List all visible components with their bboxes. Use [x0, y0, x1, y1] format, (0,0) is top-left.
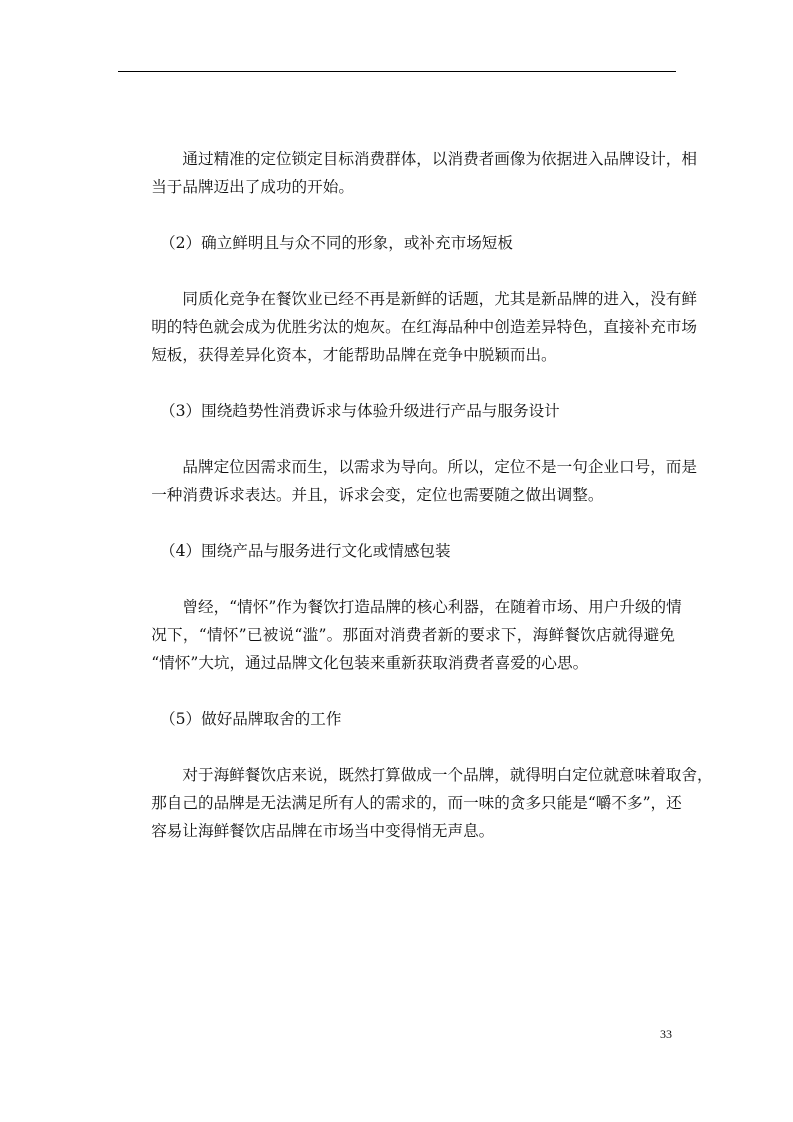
section-paragraph-4 — [120, 593, 682, 677]
paragraph-line: 对于海鲜餐饮店来说，既然打算做成一个品牌，就得明白定位就意味着取舍， — [182, 766, 713, 784]
paragraph-line: “情怀”大坑，通过品牌文化包装来重新获取消费者喜爱的心思。 — [151, 654, 589, 672]
paragraph-line: 明的特色就会成为优胜劣汰的炮灰。在红海品种中创造差异特色，直接补充市场 — [151, 318, 697, 336]
header-rule — [118, 71, 676, 72]
paragraph-line: 一种消费诉求表达。并且，诉求会变，定位也需要随之做出调整。 — [151, 486, 604, 504]
paragraph-line: 容易让海鲜餐饮店品牌在市场当中变得悄无声息。 — [151, 822, 495, 840]
section-heading-4: （4）围绕产品与服务进行文化或情感包装 — [160, 542, 451, 560]
paragraph-line: 短板，获得差异化资本，才能帮助品牌在竞争中脱颖而出。 — [151, 346, 557, 364]
section-paragraph-3 — [120, 453, 697, 509]
paragraph-line: 那自己的品牌是无法满足所有人的需求的，而一味的贪多只能是“嚼不多”，还 — [151, 794, 682, 812]
section-heading-2: （2）确立鲜明且与众不同的形象，或补充市场短板 — [160, 234, 513, 252]
paragraph-line: 通过精准的定位锁定目标消费群体，以消费者画像为依据进入品牌设计，相 — [182, 150, 697, 168]
paragraph-line: 品牌定位因需求而生，以需求为导向。所以，定位不是一句企业口号，而是 — [182, 458, 697, 476]
paragraph-line: 当于品牌迈出了成功的开始。 — [151, 178, 354, 196]
section-paragraph-5 — [120, 761, 713, 845]
paragraph-line: 同质化竞争在餐饮业已经不再是新鲜的话题，尤其是新品牌的进入，没有鲜 — [182, 290, 697, 308]
document-body — [120, 145, 713, 845]
section-heading-5: （5）做好品牌取舍的工作 — [160, 710, 342, 728]
paragraph-line: 况下，“情怀”已被说“滥”。那面对消费者新的要求下，海鲜餐饮店就得避免 — [151, 626, 675, 644]
section-heading-3: （3）围绕趋势性消费诉求与体验升级进行产品与服务设计 — [160, 402, 560, 420]
intro-paragraph — [120, 145, 697, 201]
page-number: 33 — [660, 1027, 672, 1041]
section-paragraph-2 — [120, 285, 697, 369]
paragraph-line: 曾经，“情怀”作为餐饮打造品牌的核心利器，在随着市场、用户升级的情 — [182, 598, 682, 616]
